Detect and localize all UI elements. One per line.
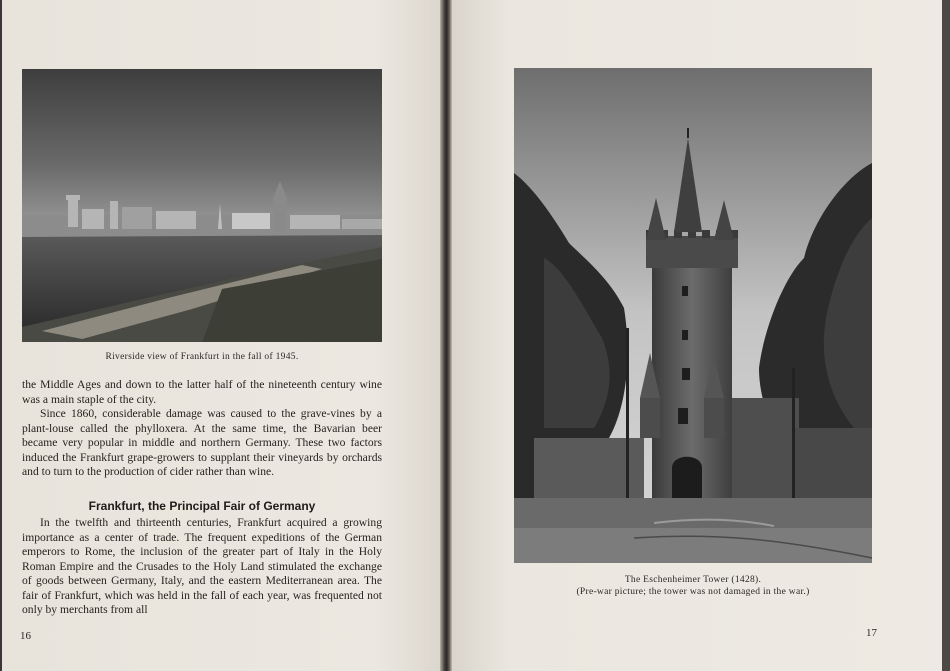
page-number-left: 16 <box>20 630 31 642</box>
tower-caption-title: The Eschenheimer Tower (1428). <box>624 575 762 585</box>
body-text-block-2 <box>22 516 382 618</box>
photo-caption: Riverside view of Frankfurt in the fall of 1945. <box>105 352 299 362</box>
paragraph: Since 1860, considerable damage was caused to the grave-vines by a plant-louse called the phylloxera. At the same time, the Bavarian beer became very popular in middle and northern Germany. These two factors induced the Frankfurt grape-growers to supplant their vineyards by orchards and to turn to the production of cider rather than wine. <box>22 407 382 478</box>
tower-caption-note: (Pre-war picture; the tower was not damaged in the war.) <box>576 587 810 597</box>
paragraph: the Middle Ages and down to the latter half of the nineteenth century wine was a main staple of the city. <box>22 378 382 406</box>
body-text-block-1 <box>22 378 382 480</box>
paragraph: In the twelfth and thirteenth centuries, Frankfurt acquired a growing importance as a center of trade. The frequent expeditions of the German emperors to Rome, the inclusion of the greater part of Italy in the Holy Roman Empire and the Crusades to the Holy Land stimulated the exchange of goods between Germany, Italy, and the eastern Mediterranean area. The fair of Frankfurt, which was held in the fall of each year, was frequented not only by merchants from all <box>22 516 382 616</box>
page-number-right: 17 <box>866 627 877 639</box>
scan-edge <box>942 0 950 671</box>
section-heading: Frankfurt, the Principal Fair of Germany <box>88 499 316 513</box>
riverside-frankfurt-photo <box>22 69 382 342</box>
eschenheimer-tower-photo <box>514 68 872 563</box>
book-gutter <box>440 0 452 671</box>
